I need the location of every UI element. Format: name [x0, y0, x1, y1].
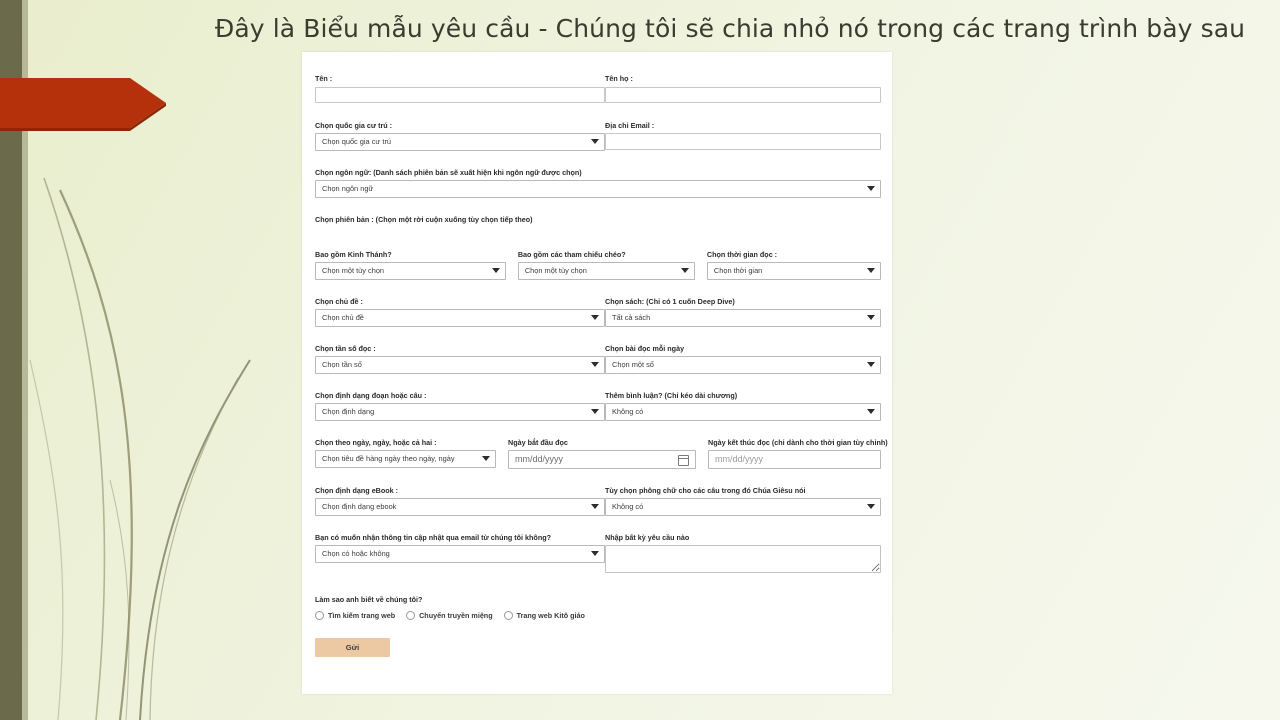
- format-comments-row: [315, 391, 881, 421]
- country-label: Chọn quốc gia cư trú :: [315, 121, 393, 130]
- paragraph-format-value: Chọn định dạng: [322, 407, 375, 416]
- start-date-input[interactable]: [508, 450, 696, 469]
- request-form-card: [302, 52, 892, 694]
- language-select[interactable]: [315, 180, 881, 198]
- how-heard-option-web-search[interactable]: [315, 611, 395, 620]
- by-day-or-date-value: Chọn tiêu đề hàng ngày theo ngày, ngày: [322, 454, 455, 463]
- ebook-format-label: Chọn định dạng eBook :: [315, 486, 399, 495]
- book-value: Tất cả sách: [612, 313, 651, 322]
- newsletter-value: Chọn có hoặc không: [322, 549, 390, 558]
- chevron-down-icon: [867, 409, 875, 414]
- red-letter-label: Tùy chọn phông chữ cho các câu trong đó Chúa Giêsu nói: [605, 486, 806, 495]
- chevron-down-icon: [591, 362, 599, 367]
- chevron-down-icon: [867, 504, 875, 509]
- first-name-input[interactable]: [315, 87, 605, 103]
- requests-label: Nhập bất kỳ yêu cầu nào: [605, 533, 690, 542]
- ebook-row: [315, 486, 881, 516]
- reading-time-label: Chọn thời gian đọc :: [706, 250, 778, 259]
- chevron-down-icon: [681, 268, 689, 273]
- language-block: [315, 168, 881, 198]
- chevron-down-icon: [867, 268, 875, 273]
- email-field[interactable]: [605, 133, 881, 150]
- country-select-value: Chọn quốc gia cư trú: [322, 137, 392, 146]
- include-crossrefs-label: Bao gồm các tham chiếu chéo?: [517, 250, 626, 259]
- how-heard-option-label: Chuyển truyền miệng: [419, 611, 493, 620]
- slide-title: Đây là Biểu mẫu yêu cầu - Chúng tôi sẽ chia nhỏ nó trong các trang trình bày sau: [214, 14, 1246, 43]
- name-row: [315, 74, 881, 104]
- chevron-down-icon: [591, 409, 599, 414]
- include-crossrefs-select[interactable]: [518, 262, 695, 280]
- chevron-down-icon: [591, 551, 599, 556]
- country-select[interactable]: [315, 133, 605, 151]
- add-comments-value: Không có: [612, 407, 644, 416]
- version-label: Chọn phiên bản : (Chọn một rời cuộn xuống tùy chọn tiếp theo): [315, 215, 533, 224]
- topic-select[interactable]: [315, 309, 605, 327]
- how-heard-option-label: Trang web Kitô giáo: [516, 611, 585, 620]
- by-day-or-date-label: Chọn theo ngày, ngày, hoặc cả hai :: [315, 438, 437, 447]
- options-row-1: [315, 250, 881, 280]
- calendar-icon[interactable]: [678, 455, 689, 466]
- chevron-down-icon: [867, 362, 875, 367]
- submit-button[interactable]: Gửi: [315, 638, 390, 657]
- last-name-label: Tên họ :: [605, 74, 633, 83]
- how-heard-option-word-of-mouth[interactable]: [406, 611, 492, 620]
- include-scripture-value: Chọn một tùy chọn: [322, 266, 385, 275]
- end-date-input[interactable]: [708, 450, 881, 469]
- paragraph-format-label: Chọn định dạng đoạn hoặc câu :: [315, 391, 427, 400]
- paragraph-format-select[interactable]: [315, 403, 605, 421]
- newsletter-row: [315, 533, 881, 578]
- how-heard-radio-group: [315, 611, 881, 620]
- radio-icon[interactable]: [406, 611, 415, 620]
- end-date-label: Ngày kết thúc đọc (chỉ dành cho thời gian tùy chỉnh): [708, 438, 888, 447]
- chevron-down-icon: [591, 504, 599, 509]
- end-date-value: mm/dd/yyyy: [715, 454, 764, 464]
- topic-label: Chọn chủ đề :: [315, 297, 363, 306]
- daily-readings-label: Chọn bài đọc mỗi ngày: [605, 344, 685, 353]
- email-label: Địa chỉ Email :: [605, 121, 655, 130]
- red-letter-value: Không có: [612, 502, 644, 511]
- frequency-value: Chọn tần số: [322, 360, 362, 369]
- newsletter-label: Bạn có muốn nhận thông tin cập nhật qua email từ chúng tôi không?: [315, 533, 551, 542]
- grass-decoration: [0, 60, 300, 720]
- how-heard-option-label: Tìm kiếm trang web: [328, 611, 396, 620]
- book-label: Chọn sách: (Chỉ có 1 cuốn Deep Dive): [605, 297, 735, 306]
- how-heard-option-christian-site[interactable]: [504, 611, 585, 620]
- frequency-label: Chọn tần số đọc :: [315, 344, 376, 353]
- chevron-down-icon: [492, 268, 500, 273]
- language-label: Chọn ngôn ngữ: (Danh sách phiên bản sẽ xuất hiện khi ngôn ngữ được chọn): [315, 168, 582, 177]
- daily-readings-value: Chọn một số: [612, 360, 654, 369]
- topic-value: Chọn chủ đề: [322, 313, 364, 322]
- book-select[interactable]: [605, 309, 881, 327]
- chevron-down-icon: [591, 139, 599, 144]
- country-email-row: [315, 121, 881, 151]
- newsletter-select[interactable]: [315, 545, 605, 563]
- frequency-select[interactable]: [315, 356, 605, 374]
- add-comments-select[interactable]: [605, 403, 881, 421]
- chevron-down-icon: [591, 315, 599, 320]
- reading-time-value: Chọn thời gian: [713, 266, 763, 275]
- ebook-format-select[interactable]: [315, 498, 605, 516]
- chevron-down-icon: [867, 186, 875, 191]
- frequency-row: [315, 344, 881, 374]
- radio-icon[interactable]: [504, 611, 513, 620]
- how-heard-block: [315, 595, 881, 620]
- how-heard-label: Làm sao anh biết về chúng tôi?: [315, 595, 423, 604]
- start-date-value: mm/dd/yyyy: [515, 454, 564, 464]
- version-block: [315, 215, 881, 224]
- reading-time-select[interactable]: [707, 262, 881, 280]
- requests-textarea[interactable]: [605, 545, 881, 573]
- first-name-label: Tên :: [315, 74, 333, 83]
- language-select-value: Chọn ngôn ngữ: [322, 184, 374, 193]
- include-scripture-label: Bao gồm Kinh Thánh?: [315, 250, 392, 259]
- include-scripture-select[interactable]: [315, 262, 506, 280]
- start-date-label: Ngày bắt đầu đọc: [508, 438, 568, 447]
- dates-row: [315, 438, 888, 469]
- last-name-input[interactable]: [605, 87, 881, 103]
- topic-book-row: [315, 297, 881, 327]
- ebook-format-value: Chọn định dạng ebook: [322, 502, 397, 511]
- radio-icon[interactable]: [315, 611, 324, 620]
- red-arrow-shape: [0, 72, 166, 134]
- add-comments-label: Thêm bình luận? (Chỉ kéo dài chương): [605, 391, 738, 400]
- include-crossrefs-value: Chọn một tùy chọn: [524, 266, 587, 275]
- chevron-down-icon: [867, 315, 875, 320]
- by-day-or-date-select[interactable]: [315, 450, 496, 468]
- daily-readings-select[interactable]: [605, 356, 881, 374]
- red-letter-select[interactable]: [605, 498, 881, 516]
- chevron-down-icon: [482, 456, 490, 461]
